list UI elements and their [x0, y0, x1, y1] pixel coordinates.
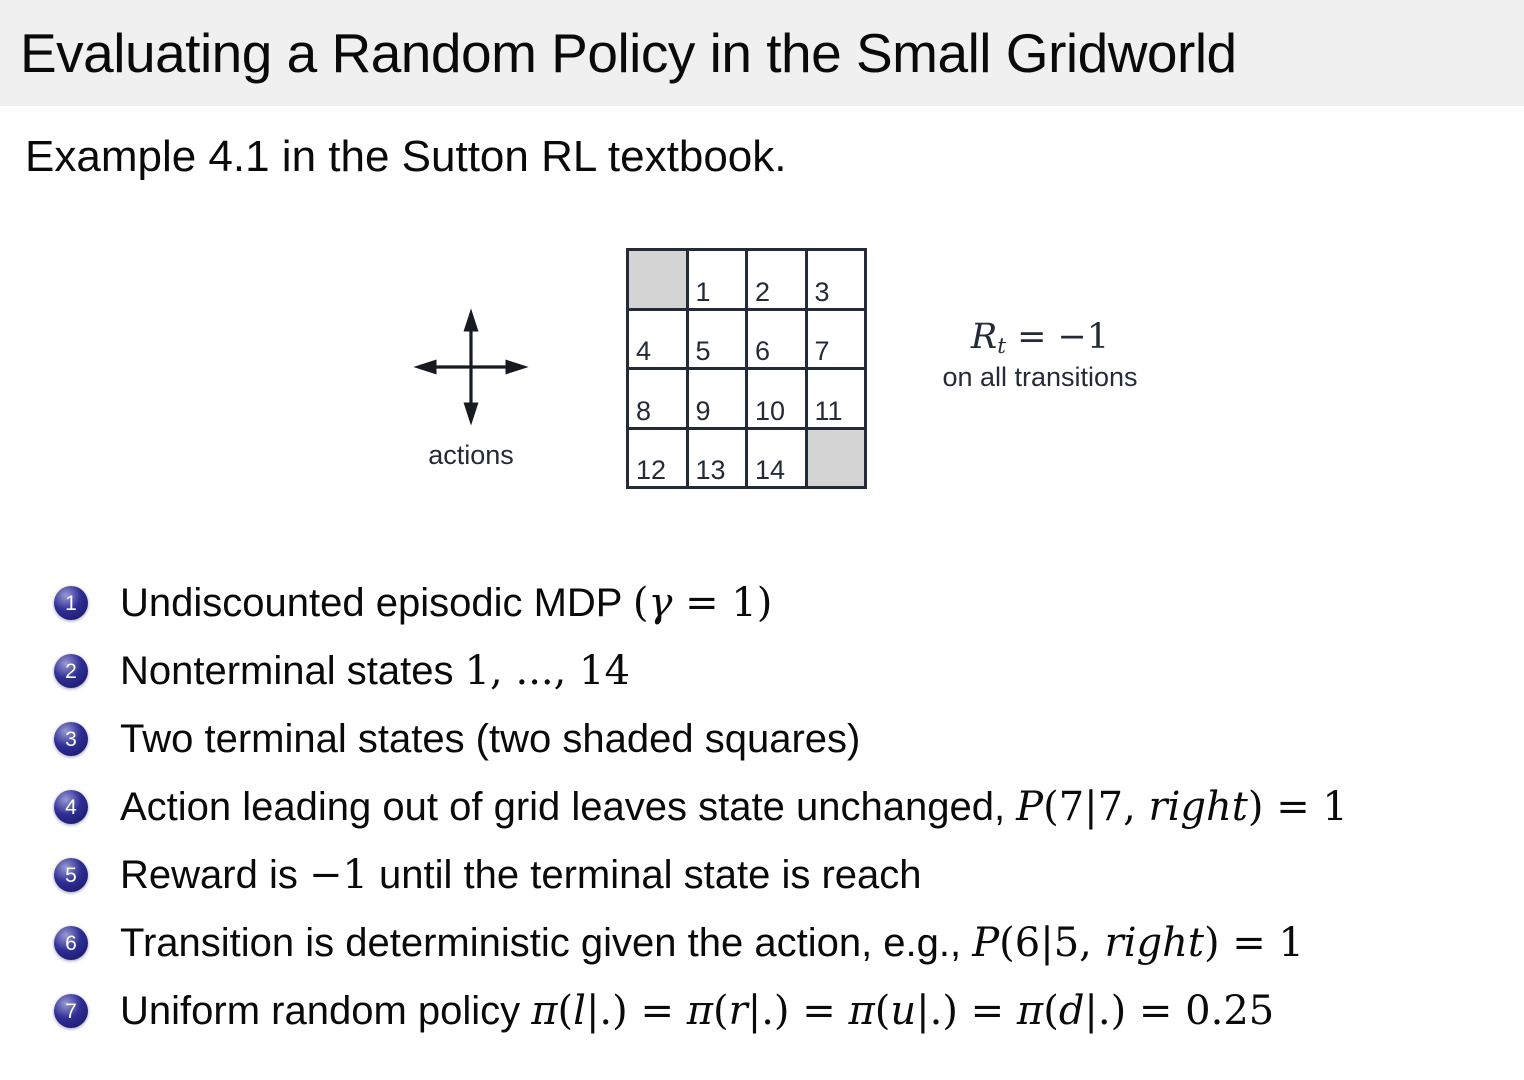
grid-cell	[629, 370, 689, 430]
grid-cell	[748, 251, 808, 311]
grid-cell	[689, 311, 749, 371]
text-segment: until the terminal state is reach	[367, 853, 922, 897]
math-segment: (	[713, 988, 729, 1034]
math-segment: R	[970, 317, 998, 357]
item-text	[120, 920, 1304, 966]
item-text	[120, 852, 922, 898]
text-segment: Two terminal states (two shaded squares)	[120, 716, 861, 761]
list-item	[54, 909, 1514, 977]
grid-cell	[808, 311, 868, 371]
actions-cross-icon	[406, 302, 536, 432]
cell-number: 8	[636, 395, 652, 426]
math-segment: = −1	[1005, 317, 1110, 357]
math-segment: |.) =	[916, 988, 1017, 1034]
cell-number: 2	[755, 276, 771, 307]
text-segment: Undiscounted episodic MDP	[120, 581, 633, 625]
item-text	[120, 580, 772, 626]
math-segment: γ	[648, 580, 673, 626]
item-text	[120, 648, 630, 694]
math-segment: P	[1016, 784, 1044, 830]
list-item	[54, 841, 1514, 909]
math-segment: (	[1043, 988, 1059, 1034]
bullet-list	[54, 569, 1514, 1045]
math-segment: |.) =	[747, 988, 849, 1034]
item-number-badge: 5	[54, 858, 88, 892]
math-segment: (	[632, 580, 649, 626]
grid-cell	[808, 251, 868, 311]
cell-number: 13	[695, 455, 726, 485]
reward-formula	[910, 318, 1170, 359]
reward-note	[910, 318, 1170, 393]
item-number-badge: 4	[54, 790, 88, 824]
cell-number: 1	[695, 276, 711, 307]
list-item	[54, 705, 1514, 773]
grid-cell	[629, 311, 689, 371]
grid-cell	[689, 370, 749, 430]
math-segment: = 1)	[672, 580, 773, 626]
cell-number: 10	[755, 395, 786, 426]
list-item	[54, 977, 1514, 1045]
math-segment: π	[848, 988, 875, 1034]
cell-number: 5	[695, 336, 711, 366]
math-segment: (	[557, 988, 574, 1034]
math-segment: P	[972, 920, 1000, 966]
item-text	[120, 988, 1274, 1034]
math-segment: π	[1016, 988, 1044, 1034]
item-number-badge: 3	[54, 722, 88, 756]
math-segment: −1	[308, 852, 368, 898]
list-item	[54, 773, 1514, 841]
title-band	[0, 0, 1524, 106]
slide-title: Evaluating a Random Policy in the Small Gridworld	[20, 22, 1237, 84]
cell-number: 12	[636, 455, 667, 485]
math-segment: π	[686, 988, 713, 1034]
text-segment: Nonterminal states	[120, 649, 465, 693]
grid-cell	[808, 370, 868, 430]
math-segment: (7|7,	[1043, 784, 1149, 830]
grid-cell	[748, 430, 808, 490]
subtitle: Example 4.1 in the Sutton RL textbook.	[25, 132, 787, 181]
grid-cell	[748, 311, 808, 371]
item-number-badge: 6	[54, 926, 88, 960]
terminal-cell	[629, 251, 689, 311]
item-text	[120, 717, 860, 762]
terminal-cell	[808, 430, 868, 490]
reward-caption: on all transitions	[942, 361, 1138, 392]
grid-cell	[629, 430, 689, 490]
math-segment: ) = 1	[1203, 920, 1304, 966]
math-segment: (	[874, 988, 891, 1034]
text-segment: Action leading out of grid leaves state unchanged,	[120, 785, 1017, 829]
math-segment: right	[1104, 920, 1204, 966]
text-segment: Transition is deterministic given the action, e.g.,	[120, 921, 973, 965]
item-number-badge: 1	[54, 586, 88, 620]
math-segment: |.) = 0.25	[1084, 988, 1275, 1034]
math-segment: |.) =	[585, 988, 687, 1034]
cell-number: 9	[695, 395, 711, 426]
cell-number: 11	[814, 395, 843, 426]
math-segment: r	[728, 988, 748, 1034]
math-segment: (6|5,	[999, 920, 1105, 966]
math-segment: 1, ..., 14	[464, 648, 630, 694]
actions-label: actions	[428, 440, 514, 470]
item-text	[120, 784, 1348, 830]
math-segment: ) = 1	[1247, 784, 1348, 830]
grid-cell	[689, 251, 749, 311]
math-segment: u	[890, 988, 917, 1034]
math-segment: l	[573, 988, 586, 1034]
grid-cell	[748, 370, 808, 430]
item-number-badge: 7	[54, 994, 88, 1028]
math-segment: t	[997, 333, 1006, 359]
math-segment: d	[1058, 988, 1085, 1034]
math-segment: π	[531, 988, 558, 1034]
math-segment: right	[1148, 784, 1248, 830]
text-segment: Reward is	[120, 853, 309, 897]
cell-number: 7	[814, 336, 830, 366]
text-segment: Uniform random policy	[120, 989, 532, 1033]
cell-number: 3	[814, 276, 830, 307]
cell-number: 6	[755, 336, 771, 366]
gridworld-grid	[626, 248, 867, 489]
item-number-badge: 2	[54, 654, 88, 688]
list-item	[54, 569, 1514, 637]
list-item	[54, 637, 1514, 705]
grid-cell	[689, 430, 749, 490]
cell-number: 14	[755, 455, 786, 485]
cell-number: 4	[636, 336, 652, 366]
